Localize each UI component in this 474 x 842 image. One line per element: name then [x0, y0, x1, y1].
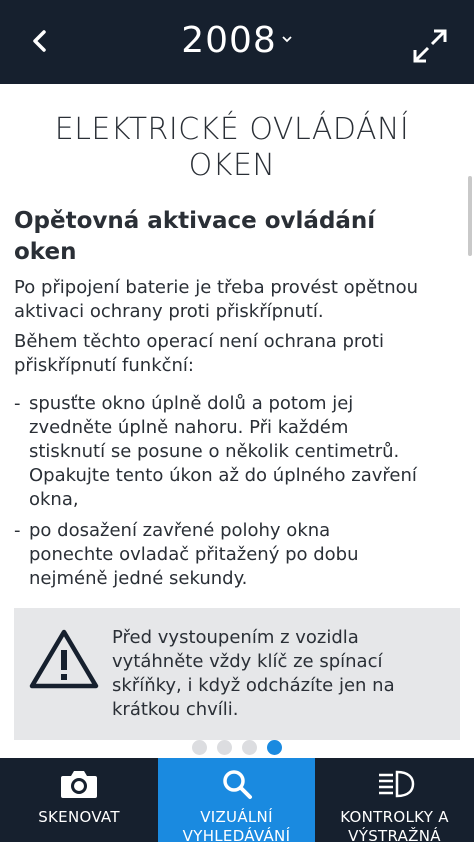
list-line: okna, — [29, 489, 79, 510]
nav-label — [0, 808, 158, 827]
warning-text — [112, 626, 452, 722]
chevron-down-icon — [281, 34, 293, 44]
nav-scan[interactable] — [0, 758, 158, 842]
paragraph-line: přiskřípnutí funkční: — [14, 355, 194, 376]
page-title — [10, 112, 454, 184]
top-bar — [0, 0, 474, 84]
nav-label-line: SKENOVAT — [38, 808, 120, 826]
warning-line: krátkou chvíli. — [112, 699, 239, 720]
list-item — [14, 392, 458, 512]
nav-label-line: KONTROLKY A — [340, 808, 449, 826]
page-dot[interactable] — [192, 740, 207, 755]
expand-arrows-icon — [410, 26, 450, 66]
list-line: po dosažení zavřené polohy okna — [29, 520, 331, 541]
nav-label-line: VÝSTRAŽNÁ — [348, 827, 441, 842]
title-line: OKEN — [188, 148, 276, 183]
manual-page[interactable] — [0, 84, 474, 758]
warning-box — [14, 608, 460, 740]
list-line: zvedněte úplně nahoru. Při každém — [29, 417, 349, 438]
list-bullet: - — [14, 393, 21, 414]
list-item-text — [29, 519, 461, 591]
list-line: Opakujte tento úkon až do úplného zavření — [29, 465, 417, 486]
nav-visual-search[interactable] — [158, 758, 315, 842]
paragraph-line: Po připojení baterie je třeba provést opětnou — [14, 277, 419, 298]
paragraph-line: aktivaci ochrany proti přiskřípnutí. — [14, 301, 324, 322]
title-line: ELEKTRICKÉ OVLÁDÁNÍ — [54, 112, 410, 147]
paragraph-line: Během těchto operací není ochrana proti — [14, 331, 384, 352]
year-selector[interactable] — [0, 20, 474, 61]
warning-line: vytáhněte vždy klíč ze spínací — [112, 651, 383, 672]
paragraph — [14, 276, 458, 324]
page-dot[interactable] — [242, 740, 257, 755]
list-bullet: - — [14, 520, 21, 541]
list-item — [14, 519, 458, 591]
heading-line: oken — [14, 239, 77, 265]
page-dot-active[interactable] — [267, 740, 282, 755]
list-line: spusťte okno úplně dolů a potom jej — [29, 393, 354, 414]
nav-warning-lights[interactable] — [315, 758, 474, 842]
page-indicator — [192, 740, 284, 756]
paragraph — [14, 330, 458, 378]
heading-line: Opětovná aktivace ovládání — [14, 208, 376, 234]
fullscreen-button[interactable] — [410, 26, 450, 66]
warning-triangle-icon — [29, 628, 99, 690]
list-line: ponechte ovladač přitažený po dobu — [29, 544, 359, 565]
nav-label — [315, 808, 474, 842]
section-heading — [14, 206, 454, 268]
list-item-text — [29, 392, 461, 512]
nav-label-line: VYHLEDÁVÁNÍ — [182, 827, 291, 842]
warning-line: Před vystoupením z vozidla — [112, 627, 359, 648]
scrollbar-thumb[interactable] — [468, 176, 472, 256]
list-line: nejméně jedné sekundy. — [29, 568, 248, 589]
headlight-icon — [375, 768, 415, 800]
nav-label-line: VIZUÁLNÍ — [200, 808, 273, 826]
search-icon — [221, 768, 253, 800]
page-dot[interactable] — [217, 740, 232, 755]
warning-line: skříňky, i když odcházíte jen na — [112, 675, 395, 696]
bottom-navigation — [0, 758, 474, 842]
year-label: 2008 — [181, 20, 277, 61]
nav-label — [158, 808, 315, 842]
camera-icon — [59, 768, 99, 800]
list-line: stisknutí se posune o několik centimetrů. — [29, 441, 400, 462]
